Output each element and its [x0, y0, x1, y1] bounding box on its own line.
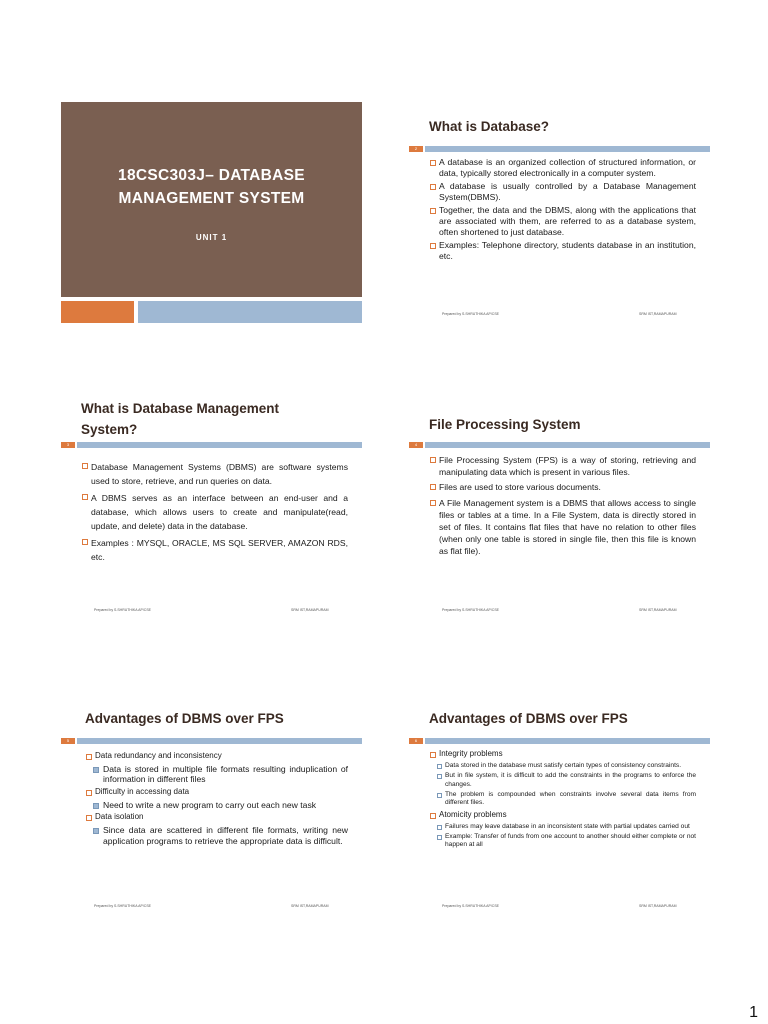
footer-institution: SRM IST,RAMAPURAM — [291, 608, 329, 612]
sub-bullet-item: Example: Transfer of funds from one account to another should either complete or not happen at all — [429, 833, 696, 850]
bullet-item: Examples: Telephone directory, students database in an institution, etc. — [429, 240, 696, 261]
slide-number-badge: 4 — [409, 442, 423, 448]
slide-number-badge: 6 — [409, 738, 423, 744]
footer-author: Prepared by S.SHRUTHIKA AP/CSE — [94, 904, 151, 908]
footer-author: Prepared by S.SHRUTHIKA AP/CSE — [442, 608, 499, 612]
sub-bullet-item: Failures may leave database in an inconsistent state with partial updates carried out — [429, 823, 696, 831]
decor-strip-orange — [61, 301, 134, 323]
bullet-item: Integrity problems — [429, 749, 696, 759]
slide-heading: File Processing System — [429, 417, 581, 432]
footer-author: Prepared by S.SHRUTHIKA AP/CSE — [94, 608, 151, 612]
heading-bar — [425, 442, 710, 448]
sub-bullet-item: Since data are scattered in different file formats, writing new application programs to retrieve the appropriate data is difficult. — [85, 825, 348, 846]
footer-author: Prepared by S.SHRUTHIKA AP/CSE — [442, 312, 499, 316]
footer-author: Prepared by S.SHRUTHIKA AP/CSE — [442, 904, 499, 908]
bullet-item: Database Management Systems (DBMS) are software systems used to store, retrieve, and run queries on data. — [81, 460, 348, 488]
slide-number-badge: 2 — [409, 146, 423, 152]
bullet-item: A DBMS serves as an interface between an end-user and a database, which allows users to create and manipulate(read, update, and delete) data in the database. — [81, 491, 348, 533]
unit-label: UNIT 1 — [195, 233, 228, 242]
bullet-item: Difficulty in accessing data — [85, 787, 348, 797]
sub-bullet-item: Data stored in the database must satisfy certain types of consistency constraints. — [429, 762, 696, 770]
slide-heading: What is Database? — [429, 119, 550, 134]
slide-heading: Advantages of DBMS over FPS — [85, 711, 284, 726]
bullet-item: Examples : MYSQL, ORACLE, MS SQL SERVER, AMAZON RDS, etc. — [81, 536, 348, 564]
footer-institution: SRM IST,RAMAPURAM — [639, 904, 677, 908]
slide-what-is-database — [409, 102, 710, 328]
bullet-item: A database is usually controlled by a Database Management System(DBMS). — [429, 181, 696, 202]
footer-institution: SRM IST,RAMAPURAM — [639, 608, 677, 612]
title-slide — [61, 102, 362, 328]
course-title — [81, 164, 342, 210]
slide-body — [429, 749, 696, 852]
footer-institution: SRM IST,RAMAPURAM — [639, 312, 677, 316]
page-number: 1 — [749, 1004, 758, 1021]
slide-body — [81, 460, 348, 567]
bullet-item: A File Management system is a DBMS that allows access to single files or tables at a time. In a File System, data is directly stored in set of files. It contains flat files that have no relation to other files (when only one table is stored in single file, then this file is known as flat file). — [429, 497, 696, 558]
slide-advantages-2 — [409, 694, 710, 920]
slide-heading: What is Database Management System? — [81, 401, 280, 437]
slide-body — [429, 157, 696, 264]
heading-bar — [77, 442, 362, 448]
sub-bullet-item: The problem is compounded when constraints involve several data items from different files. — [429, 791, 696, 808]
slide-file-processing-system — [409, 398, 710, 624]
slide-body — [429, 454, 696, 561]
heading-bar — [425, 146, 710, 152]
bullet-item: A database is an organized collection of structured information, or data, typically stored electronically in a computer system. — [429, 157, 696, 178]
bullet-item: Together, the data and the DBMS, along with the applications that are associated with them, are referred to as a database system, often shortened to just database. — [429, 205, 696, 237]
title-box — [61, 102, 362, 297]
slide-advantages-1 — [61, 694, 362, 920]
bullet-item: Atomicity problems — [429, 810, 696, 820]
heading-bar — [425, 738, 710, 744]
slide-what-is-dbms — [61, 398, 362, 624]
course-title-line1: 18CSC303J– DATABASE — [118, 167, 305, 184]
bullet-item: Data isolation — [85, 812, 348, 822]
slide-heading: Advantages of DBMS over FPS — [429, 711, 628, 726]
slide-number-badge: 3 — [61, 442, 75, 448]
heading-bar — [77, 738, 362, 744]
slide-number-badge: 5 — [61, 738, 75, 744]
bullet-item: Files are used to store various documents. — [429, 481, 696, 493]
sub-bullet-item: Need to write a new program to carry out each new task — [85, 800, 348, 811]
course-title-line2: MANAGEMENT SYSTEM — [118, 190, 305, 207]
sub-bullet-item: Data is stored in multiple file formats resulting induplication of information in different files — [85, 764, 348, 785]
decor-strip-blue — [138, 301, 362, 323]
bullet-item: File Processing System (FPS) is a way of storing, retrieving and manipulating data which is present in various files. — [429, 454, 696, 478]
bullet-item: Data redundancy and inconsistency — [85, 751, 348, 761]
sub-bullet-item: But in file system, it is difficult to add the constraints in the programs to enforce the changes. — [429, 772, 696, 789]
footer-institution: SRM IST,RAMAPURAM — [291, 904, 329, 908]
slide-body — [85, 751, 348, 848]
